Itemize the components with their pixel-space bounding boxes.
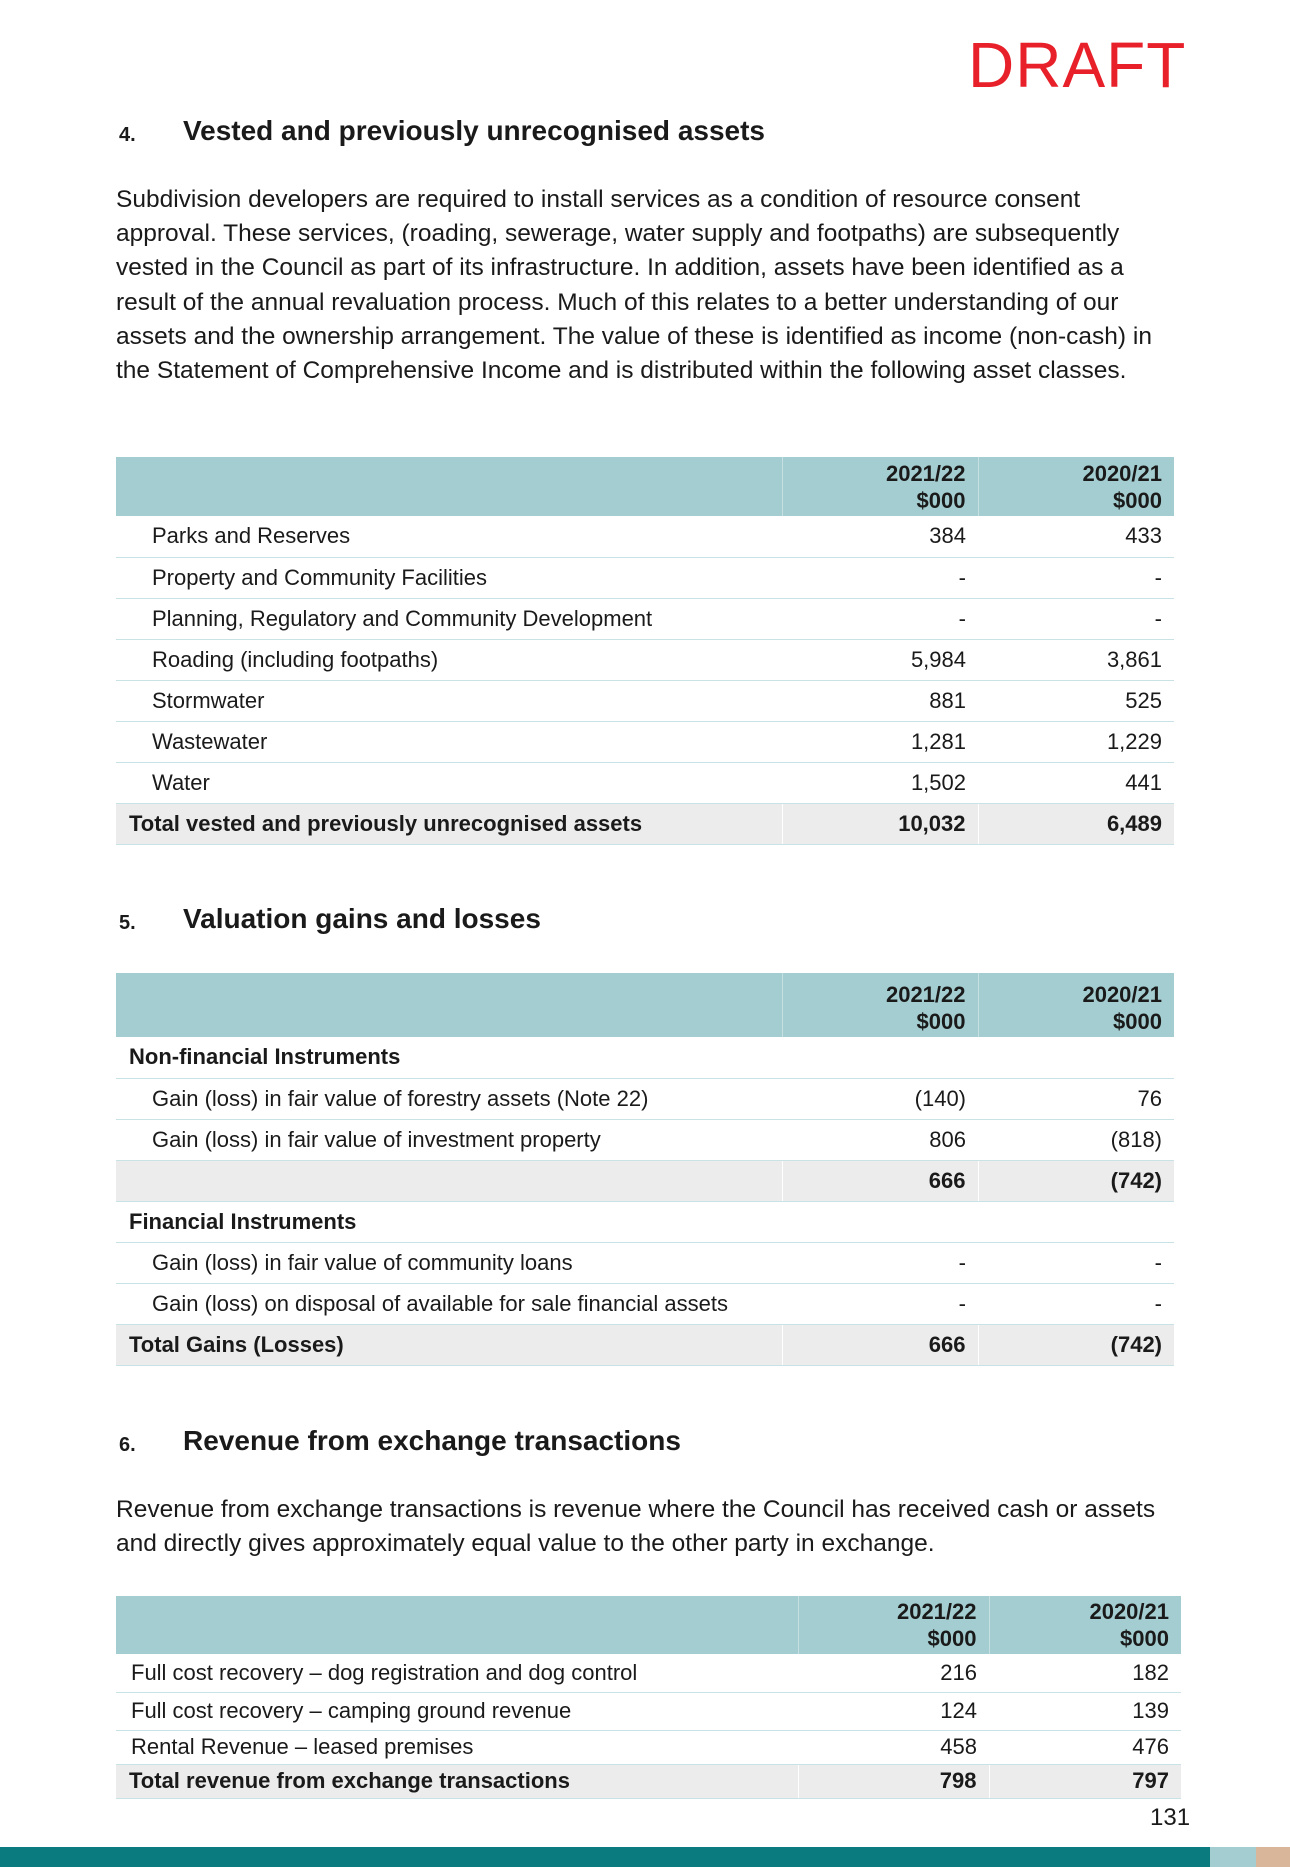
row-value-2020-21: 1,229 xyxy=(978,721,1174,762)
table-header-row xyxy=(116,1596,1181,1654)
nonfin-heading: Non-financial Instruments xyxy=(116,1037,1174,1078)
row-value-2020-21: 182 xyxy=(989,1654,1181,1692)
table-row xyxy=(116,1078,1174,1119)
table-row xyxy=(116,557,1174,598)
note4-number: 4. xyxy=(119,124,136,146)
row-label: Gain (loss) in fair value of community loans xyxy=(116,1242,782,1283)
row-value-2020-21: 3,861 xyxy=(978,639,1174,680)
footer-accent-block xyxy=(1256,1847,1290,1867)
note6-heading xyxy=(116,1424,1176,1460)
note5-title: Valuation gains and losses xyxy=(183,903,541,934)
row-value-2021-22: 806 xyxy=(782,1119,978,1160)
nonfin-heading-row xyxy=(116,1037,1174,1078)
row-value-2021-22: - xyxy=(782,557,978,598)
header-label-cell xyxy=(116,973,782,1037)
table-row xyxy=(116,639,1174,680)
table-header-row xyxy=(116,457,1174,516)
row-value-2021-22: 458 xyxy=(798,1730,989,1764)
row-value-2020-21: - xyxy=(978,557,1174,598)
header-2021-22: 2021/22 $000 xyxy=(782,457,978,516)
total-row xyxy=(116,1324,1174,1365)
row-label: Gain (loss) in fair value of forestry assets (Note 22) xyxy=(116,1078,782,1119)
row-label: Roading (including footpaths) xyxy=(116,639,782,680)
table-row xyxy=(116,598,1174,639)
row-label: Parks and Reserves xyxy=(116,516,782,557)
subtotal-value-2020-21: (742) xyxy=(978,1160,1174,1201)
vested-assets-table xyxy=(116,457,1174,845)
row-value-2021-22: 881 xyxy=(782,680,978,721)
row-value-2020-21: 525 xyxy=(978,680,1174,721)
valuation-gains-table xyxy=(116,973,1174,1366)
total-value-2020-21: (742) xyxy=(978,1324,1174,1365)
table-row xyxy=(116,1730,1181,1764)
subtotal-label-cell xyxy=(116,1160,782,1201)
total-label: Total revenue from exchange transactions xyxy=(116,1764,798,1798)
total-row xyxy=(116,1764,1181,1798)
note5-heading xyxy=(116,902,1176,938)
header-label-cell xyxy=(116,457,782,516)
row-value-2021-22: 1,281 xyxy=(782,721,978,762)
footer-bar xyxy=(0,1847,1290,1867)
total-value-2020-21: 797 xyxy=(989,1764,1181,1798)
row-value-2020-21: 441 xyxy=(978,762,1174,803)
note4-paragraph: Subdivision developers are required to install services as a condition of resource consent approval. These services, (roading, sewerage, water supply and footpaths) are subsequently vested in the Council as part of its infrastructure. In addition, assets have been identified as a result of the annual revaluation process. Much of this relates to a better understanding of our assets and the ownership arrangement. The value of these is identified as income (non-cash) in the Statement of Comprehensive Income and is distributed within the following asset classes. xyxy=(116,186,1152,385)
note6-number: 6. xyxy=(119,1434,136,1456)
total-value-2021-22: 666 xyxy=(782,1324,978,1365)
fin-heading-row xyxy=(116,1201,1174,1242)
note6-title: Revenue from exchange transactions xyxy=(183,1425,681,1456)
subtotal-value-2021-22: 666 xyxy=(782,1160,978,1201)
table-row xyxy=(116,1242,1174,1283)
row-value-2021-22: 124 xyxy=(798,1692,989,1730)
table-row xyxy=(116,1283,1174,1324)
page-number: 131 xyxy=(1150,1804,1191,1831)
row-value-2021-22: 216 xyxy=(798,1654,989,1692)
table-row xyxy=(116,721,1174,762)
row-label: Rental Revenue – leased premises xyxy=(116,1730,798,1764)
draft-watermark: DRAFT xyxy=(968,29,1187,101)
row-label: Full cost recovery – dog registration and dog control xyxy=(116,1654,798,1692)
row-value-2021-22: - xyxy=(782,1283,978,1324)
row-value-2021-22: 5,984 xyxy=(782,639,978,680)
total-label: Total Gains (Losses) xyxy=(116,1324,782,1365)
header-2021-22: 2021/22 $000 xyxy=(782,973,978,1037)
table-row xyxy=(116,1119,1174,1160)
table-row xyxy=(116,1654,1181,1692)
row-label: Water xyxy=(116,762,782,803)
row-value-2021-22: (140) xyxy=(782,1078,978,1119)
header-2020-21: 2020/21 $000 xyxy=(978,457,1174,516)
row-value-2020-21: 433 xyxy=(978,516,1174,557)
note6-paragraph: Revenue from exchange transactions is revenue where the Council has received cash or assets and directly gives approximately equal value to the other party in exchange. xyxy=(116,1496,1156,1558)
fin-heading: Financial Instruments xyxy=(116,1201,1174,1242)
row-value-2020-21: 476 xyxy=(989,1730,1181,1764)
footer-accent-block xyxy=(1210,1847,1256,1867)
row-value-2021-22: 1,502 xyxy=(782,762,978,803)
total-label: Total vested and previously unrecognised assets xyxy=(116,803,782,844)
row-label: Gain (loss) on disposal of available for sale financial assets xyxy=(116,1283,782,1324)
note4-heading xyxy=(116,114,1176,150)
note5-number: 5. xyxy=(119,912,136,934)
header-2020-21: 2020/21 $000 xyxy=(989,1596,1181,1654)
total-row xyxy=(116,803,1174,844)
row-label: Wastewater xyxy=(116,721,782,762)
row-label: Property and Community Facilities xyxy=(116,557,782,598)
row-value-2021-22: - xyxy=(782,1242,978,1283)
header-label-cell xyxy=(116,1596,798,1654)
total-value-2021-22: 798 xyxy=(798,1764,989,1798)
row-value-2021-22: 384 xyxy=(782,516,978,557)
row-value-2020-21: - xyxy=(978,1242,1174,1283)
subtotal-row xyxy=(116,1160,1174,1201)
table-header-row xyxy=(116,973,1174,1037)
header-2020-21: 2020/21 $000 xyxy=(978,973,1174,1037)
table-row xyxy=(116,680,1174,721)
row-value-2020-21: - xyxy=(978,1283,1174,1324)
row-value-2020-21: 76 xyxy=(978,1078,1174,1119)
exchange-revenue-table xyxy=(116,1596,1181,1799)
row-value-2020-21: (818) xyxy=(978,1119,1174,1160)
table-row xyxy=(116,1692,1181,1730)
total-value-2021-22: 10,032 xyxy=(782,803,978,844)
table-row xyxy=(116,516,1174,557)
row-value-2021-22: - xyxy=(782,598,978,639)
row-label: Gain (loss) in fair value of investment property xyxy=(116,1119,782,1160)
row-value-2020-21: - xyxy=(978,598,1174,639)
row-value-2020-21: 139 xyxy=(989,1692,1181,1730)
note4-title: Vested and previously unrecognised assets xyxy=(183,115,765,146)
row-label: Full cost recovery – camping ground revenue xyxy=(116,1692,798,1730)
row-label: Planning, Regulatory and Community Development xyxy=(116,598,782,639)
table-row xyxy=(116,762,1174,803)
total-value-2020-21: 6,489 xyxy=(978,803,1174,844)
row-label: Stormwater xyxy=(116,680,782,721)
header-2021-22: 2021/22 $000 xyxy=(798,1596,989,1654)
